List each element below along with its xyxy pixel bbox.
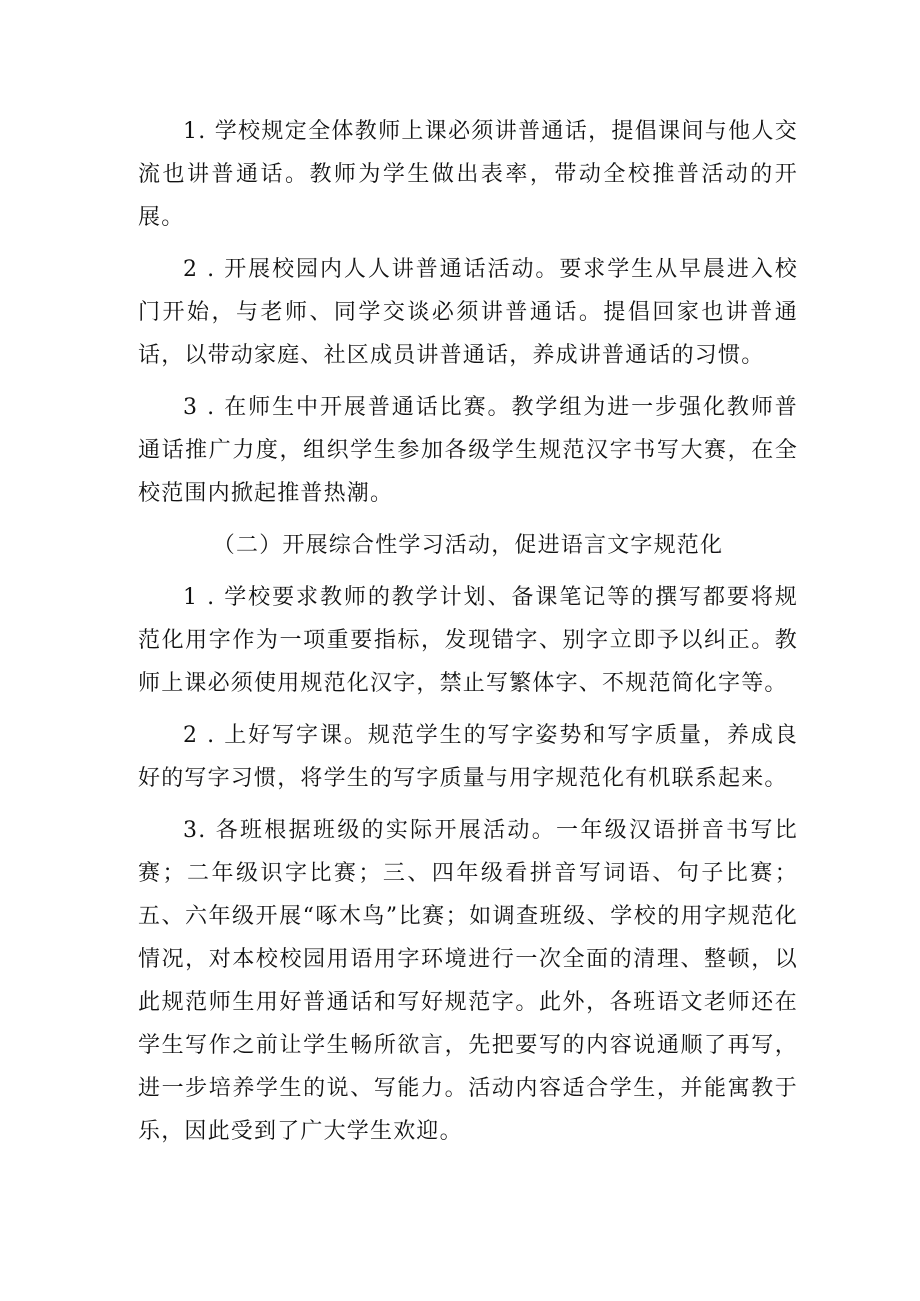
paragraph-3: 3 . 在师生中开展普通话比赛。教学组为进一步强化教师普通话推广力度，组织学生参加各级学生规范汉字书写大赛，在全校范围内掀起推普热潮。 <box>138 395 798 506</box>
section-paragraph-2: 2 . 上好写字课。规范学生的写字姿势和写字质量，养成良好的写字习惯，将学生的写字质量与用字规范化有机联系起来。 <box>138 723 798 791</box>
paragraph-2: 2 . 开展校园内人人讲普通话活动。要求学生从早晨进入校门开始，与老师、同学交谈必须讲普通话。提倡回家也讲普通话，以带动家庭、社区成员讲普通话，养成讲普通话的习惯。 <box>138 257 798 368</box>
section-heading: （二）开展综合性学习活动，促进语言文字规范化 <box>212 533 724 558</box>
section-paragraph-1: 1 . 学校要求教师的教学计划、备课笔记等的撰写都要将规范化用字作为一项重要指标，发现错字、别字立即予以纠正。教师上课必须使用规范化汉字，禁止写繁体字、不规范简化字等。 <box>138 585 798 696</box>
section-paragraph-3: 3. 各班根据班级的实际开展活动。一年级汉语拼音书写比赛；二年级识字比赛；三、四年级看拼音写词语、句子比赛；五、六年级开展“啄木鸟”比赛；如调查班级、学校的用字规范化情况，对本校校园用语用字环境进行一次全面的清理、整顿，以此规范师生用好普通话和写好规范字。此外，各班语文老师还在学生写作之前让学生畅所欲言，先把要写的内容说通顺了再写，进一步培养学生的说、写能力。活动内容适合学生，并能寓教于乐，因此受到了广大学生欢迎。 <box>138 818 798 1144</box>
paragraph-1: 1. 学校规定全体教师上课必须讲普通话，提倡课间与他人交流也讲普通话。教师为学生做出表率，带动全校推普活动的开展。 <box>138 119 798 230</box>
document-body <box>138 110 798 1153</box>
